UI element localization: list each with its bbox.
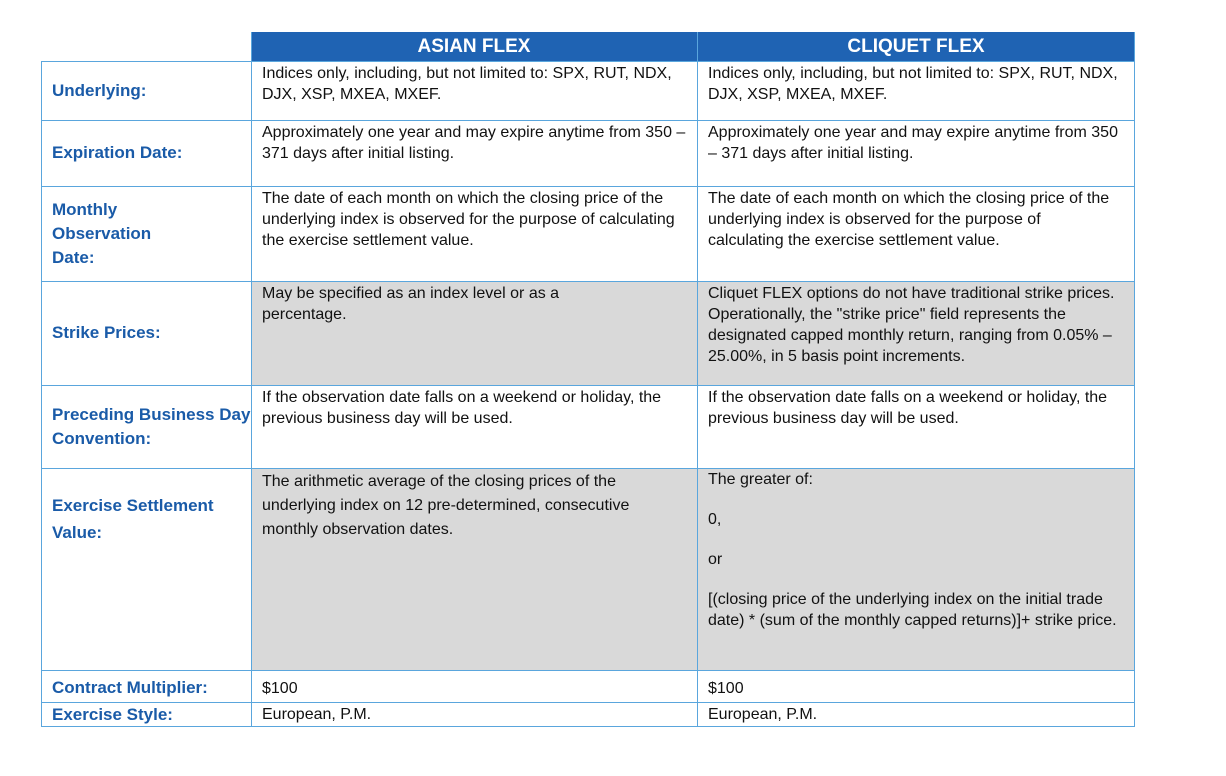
label-preceding-business-day: Preceding Business Day Convention: [52, 404, 251, 448]
asian-preceding-business-day: If the observation date falls on a weekend or holiday, the previous business day will be used. [262, 389, 662, 427]
grid-hline-2 [41, 186, 1135, 187]
grid-hline-0 [41, 61, 1135, 62]
grid-hline-3 [41, 281, 1135, 282]
grid-hline-8 [41, 726, 1135, 727]
cliquet-exercise-settlement-value [697, 468, 1135, 670]
cliquet-settlement-line-or: or [708, 551, 723, 568]
grid-vline-left [41, 61, 42, 727]
grid-hline-6 [41, 670, 1135, 671]
asian-monthly-observation-date: The date of each month on which the closing price of the underlying index is observed for the purpose of calculating the exercise settlement value. [262, 190, 675, 249]
grid-hline-5 [41, 468, 1135, 469]
asian-contract-multiplier: $100 [262, 680, 298, 697]
cliquet-underlying: Indices only, including, but not limited to: SPX, RUT, NDX, DJX, XSP, MXEA, MXEF. [708, 65, 1118, 103]
cliquet-settlement-line-formula: [(closing price of the underlying index on the initial trade date) * (sum of the monthly capped returns)]+ strike price. [708, 591, 1117, 629]
grid-vline-right [1134, 32, 1135, 727]
grid-hline-4 [41, 385, 1135, 386]
cliquet-exercise-style: European, P.M. [708, 706, 818, 723]
label-expiration-date: Expiration Date: [52, 143, 183, 162]
cliquet-strike-prices: Cliquet FLEX options do not have traditional strike prices. Operationally, the "strike price" field represents the designated capped monthly return, ranging from 0.05% – 25.00%, in 5 basis point increments. [697, 281, 1135, 385]
cliquet-expiration-date: Approximately one year and may expire anytime from 350 – 371 days after initial listing. [708, 124, 1118, 162]
label-underlying: Underlying: [52, 80, 147, 100]
grid-hline-7 [41, 702, 1135, 703]
label-monthly-observation-date: Monthly Observation Date: [52, 199, 152, 267]
cliquet-settlement-line-zero: 0, [708, 511, 722, 528]
asian-exercise-style: European, P.M. [262, 706, 372, 723]
label-strike-prices: Strike Prices: [52, 323, 161, 342]
asian-underlying: Indices only, including, but not limited to: SPX, RUT, NDX, DJX, XSP, MXEA, MXEF. [262, 65, 672, 103]
cliquet-settlement-line-greater: The greater of: [708, 471, 813, 488]
grid-vline-1 [251, 32, 252, 727]
label-contract-multiplier: Contract Multiplier: [52, 678, 208, 697]
header-asian-flex: ASIAN FLEX [251, 32, 697, 61]
cliquet-monthly-observation-date: The date of each month on which the closing price of the underlying index is observed for the purpose of calculating the exercise settlement value. [708, 190, 1110, 249]
asian-strike-prices: May be specified as an index level or as a percentage. [251, 281, 697, 385]
header-cliquet-flex: CLIQUET FLEX [697, 32, 1135, 61]
grid-vline-2 [697, 32, 698, 727]
label-exercise-settlement-value: Exercise Settlement Value: [52, 496, 214, 542]
asian-expiration-date: Approximately one year and may expire anytime from 350 – 371 days after initial listing. [262, 124, 686, 162]
label-exercise-style: Exercise Style: [52, 704, 173, 724]
cliquet-contract-multiplier: $100 [708, 680, 744, 697]
grid-hline-1 [41, 120, 1135, 121]
asian-exercise-settlement-value: The arithmetic average of the closing prices of the underlying index on 12 pre-determined, consecutive monthly observation dates. [251, 468, 697, 670]
cliquet-preceding-business-day: If the observation date falls on a weekend or holiday, the previous business day will be used. [708, 389, 1108, 427]
